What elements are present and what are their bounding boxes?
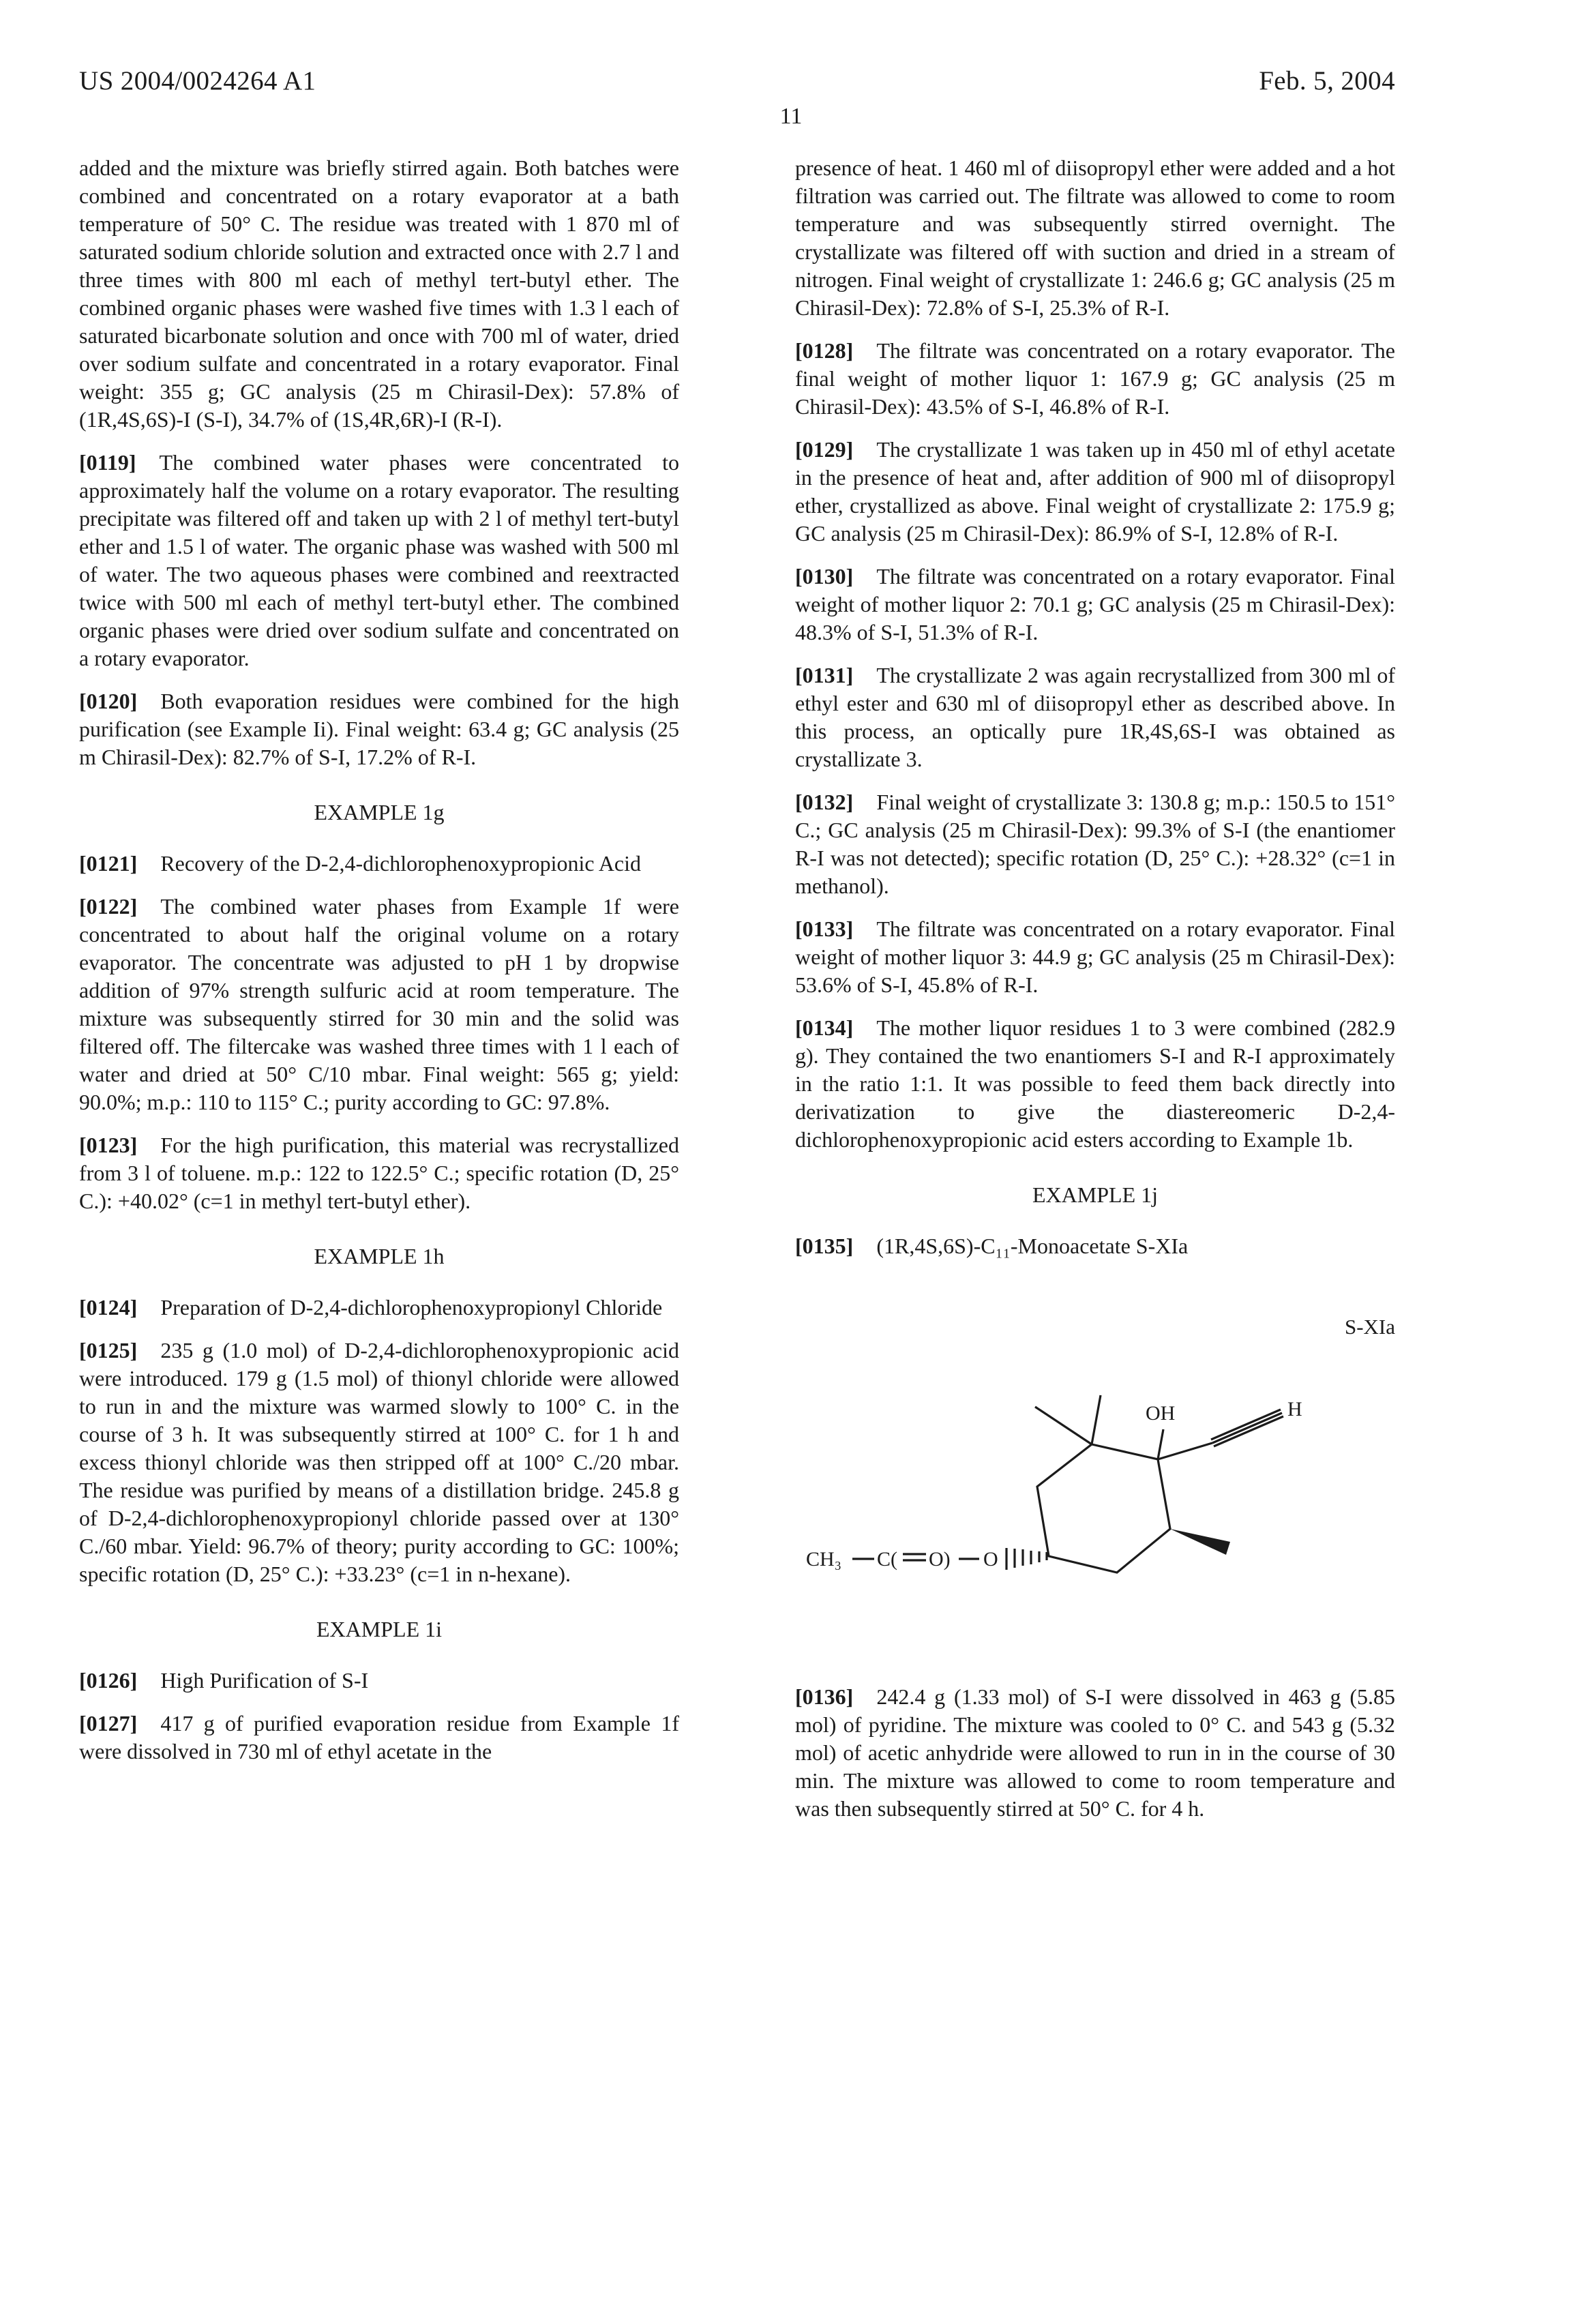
paragraph-text: The combined water phases were concentrated to approximately half the volume on a rotary evaporator. The resulting precipitate was filtered off and taken up with 2 l of methyl tert-butyl ether and 1.5 l of water. The organic phase was washed with 500 ml of water. The two aqueous phases were combined and reextracted twice with 500 ml each of methyl tert-butyl ether. The combined organic phases were dried over sodium sulfate and concentrated on a rotary evaporator.: [79, 450, 679, 670]
content-columns: [79, 154, 1395, 1838]
alkyne-hydrogen-label: H: [1287, 1398, 1302, 1420]
ester-oxygen-label: O: [983, 1548, 998, 1570]
publication-date: Feb. 5, 2004: [1259, 66, 1395, 95]
paragraph-0122: [79, 893, 679, 1116]
paragraph-text: presence of heat. 1 460 ml of diisopropyl ether were added and a hot filtration was carried out. The filtrate was allowed to come to room temperature and was subsequently stirred overnight. The crystallizate was filtered off with suction and dried in a stream of nitrogen. Final weight of crystallizate 1: 246.6 g; GC analysis (25 m Chirasil-Dex): 72.8% of S-I, 25.3% of R-I.: [795, 155, 1395, 320]
paragraph-text: Both evaporation residues were combined for the high purification (see Example Ii). Final weight: 63.4 g; GC analysis (25 m Chirasil-Dex): 82.7% of S-I, 17.2% of R-I.: [79, 689, 679, 769]
paragraph-tag: [0122]: [79, 894, 138, 919]
example-heading-1g: EXAMPLE 1g: [314, 800, 445, 824]
hashed-wedge-bond: [1006, 1548, 1047, 1570]
right-column: [795, 154, 1395, 1838]
compound-label: S-XIa: [1344, 1315, 1395, 1339]
paragraph-text: added and the mixture was briefly stirred again. Both batches were combined and concentrated on a rotary evaporator at a bath temperature of 50° C. The residue was treated with 1 870 ml of saturated sodium chloride solution and extracted once with 2.7 l and three times with 800 ml each of methyl tert-butyl ether. The combined organic phases were washed five times with 1.3 l each of saturated bicarbonate solution and once with 700 ml of water, dried over sodium sulfate and concentrated in a rotary evaporator. Final weight: 355 g; GC analysis (25 m Chirasil-Dex): 57.8% of (1R,4S,6S)-I (S-I), 34.7% of (1S,4R,6R)-I (R-I).: [79, 155, 679, 432]
example-heading-1j: EXAMPLE 1j: [1032, 1182, 1158, 1207]
left-column: [79, 154, 679, 1838]
paragraph-tag: [0136]: [795, 1684, 854, 1709]
paragraph-text: The combined water phases from Example 1f were concentrated to about half the original volume on a rotary evaporator. The concentrate was adjusted to pH 1 by dropwise addition of 97% strength sulfuric acid at room temperature. The mixture was subsequently stirred for 30 min and the solid was filtered off. The filtercake was washed three times with 1 l each of water and dried at 50° C/10 mbar. Final weight: 565 g; yield: 90.0%; m.p.: 110 to 115° C.; purity according to GC: 97.8%.: [79, 894, 679, 1114]
paragraph-0119: [79, 449, 679, 672]
paragraph-text: The filtrate was concentrated on a rotary evaporator. Final weight of mother liquor 3: 44.9 g; GC analysis (25 m Chirasil-Dex): 53.6% of S-I, 45.8% of R-I.: [795, 917, 1395, 997]
paragraph-0129: [795, 436, 1395, 548]
paragraph-0124: [79, 1294, 679, 1322]
paragraph-continued: [795, 154, 1395, 322]
paragraph-tag: [0134]: [795, 1015, 854, 1040]
paragraph-tag: [0120]: [79, 689, 138, 713]
chemical-structure-drawing: [795, 1376, 1354, 1608]
paragraph-0120: [79, 687, 679, 771]
paragraph-tag: [0119]: [79, 450, 136, 475]
paragraph-0123: [79, 1131, 679, 1215]
carbonyl-carbon-label: C(: [877, 1548, 897, 1570]
cyclohexane-ring: [1037, 1444, 1170, 1573]
example-heading-1h: EXAMPLE 1h: [314, 1244, 445, 1268]
paragraph-tag: [0132]: [795, 790, 854, 814]
paragraph-0127: [79, 1710, 679, 1766]
paragraph-text: For the high purification, this material was recrystallized from 3 l of toluene. m.p.: 122 to 122.5° C.; specific rotation (D, 25° C.): +40.02° (c=1 in methyl tert-butyl ether).: [79, 1133, 679, 1213]
paragraph-text: (1R,4S,6S)-C₁₁-Monoacetate S-XIa: [876, 1234, 1189, 1258]
paragraph-text: 242.4 g (1.33 mol) of S-I were dissolved in 463 g (5.85 mol) of pyridine. The mixture was cooled to 0° C. and 543 g (5.32 mol) of acetic anhydride were allowed to run in in the course of 30 min. The mixture was allowed to come to room temperature and was then subsequently stirred at 50° C. for 4 h.: [795, 1684, 1395, 1821]
methyl-wedge-bond: [1170, 1529, 1230, 1555]
paragraph-0136: [795, 1683, 1395, 1823]
paragraph-tag: [0133]: [795, 917, 854, 941]
paragraph-tag: [0129]: [795, 437, 854, 462]
paragraph-tag: [0124]: [79, 1295, 138, 1320]
example-heading-1i: EXAMPLE 1i: [316, 1617, 442, 1641]
paragraph-0125: [79, 1337, 679, 1588]
paragraph-text: High Purification of S-I: [160, 1668, 369, 1693]
paragraph-tag: [0123]: [79, 1133, 138, 1157]
paragraph-text: The mother liquor residues 1 to 3 were combined (282.9 g). They contained the two enantiomers S-I and R-I approximately in the ratio 1:1. It was possible to feed them back directly into derivatization to give the diastereomeric D-2,4-dichlorophenoxypropionic acid esters according to Example 1b.: [795, 1015, 1395, 1152]
paragraph-text: Recovery of the D-2,4-dichlorophenoxypropionic Acid: [160, 851, 642, 876]
paragraph-0134: [795, 1014, 1395, 1154]
paragraph-tag: [0126]: [79, 1668, 138, 1693]
paragraph-tag: [0121]: [79, 851, 138, 876]
paragraph-tag: [0128]: [795, 338, 854, 363]
paragraph-tag: [0127]: [79, 1711, 138, 1735]
paragraph-text: Preparation of D-2,4-dichlorophenoxypropionyl Chloride: [160, 1295, 663, 1320]
paragraph-0133: [795, 915, 1395, 999]
paragraph-continued: [79, 154, 679, 434]
paragraph-tag: [0131]: [795, 663, 854, 687]
paragraph-0131: [795, 661, 1395, 773]
paragraph-text: 417 g of purified evaporation residue from Example 1f were dissolved in 730 ml of ethyl acetate in the: [79, 1711, 679, 1763]
paragraph-0130: [795, 563, 1395, 646]
page-number: 11: [779, 104, 803, 129]
paragraph-0121: [79, 850, 679, 878]
paragraph-text: The crystallizate 2 was again recrystallized from 300 ml of ethyl ester and 630 ml of diisopropyl ether as described above. In this process, an optically pure 1R,4S,6S-I was obtained as crystallizate 3.: [795, 663, 1395, 771]
paragraph-text: 235 g (1.0 mol) of D-2,4-dichlorophenoxypropionic acid were introduced. 179 g (1.5 mol) of thionyl chloride were allowed to run in and the mixture was warmed slowly to 100° C. in the course of 3 h. It was subsequently stirred at 100° C. for 1 h and excess thionyl chloride was then stripped off at 100° C./20 mbar. The residue was purified by means of a distillation bridge. 245.8 g of D-2,4-dichlorophenoxypropionyl chloride passed over at 130° C./60 mbar. Yield: 96.7% of theory; purity according to GC: 100%; specific rotation (D, 25° C.): +33.23° (c=1 in n-hexane).: [79, 1338, 679, 1586]
paragraph-0126: [79, 1667, 679, 1695]
paragraph-tag: [0135]: [795, 1234, 854, 1258]
hydroxyl-label: OH: [1146, 1402, 1176, 1425]
publication-number: US 2004/0024264 A1: [79, 66, 316, 95]
paragraph-0135: [795, 1232, 1395, 1260]
paragraph-0128: [795, 337, 1395, 421]
carbonyl-oxygen-label: O): [929, 1548, 951, 1570]
paragraph-text: The filtrate was concentrated on a rotary evaporator. Final weight of mother liquor 2: 70.1 g; GC analysis (25 m Chirasil-Dex): 48.3% of S-I, 51.3% of R-I.: [795, 564, 1395, 644]
paragraph-text: The filtrate was concentrated on a rotary evaporator. The final weight of mother liquor 1: 167.9 g; GC analysis (25 m Chirasil-Dex): 43.5% of S-I, 46.8% of R-I.: [795, 338, 1395, 419]
paragraph-text: The crystallizate 1 was taken up in 450 ml of ethyl acetate in the presence of heat and, after addition of 900 ml of diisopropyl ether, crystallized as above. Final weight of crystallizate 2: 175.9 g; GC analysis (25 m Chirasil-Dex): 86.9% of S-I, 12.8% of R-I.: [795, 437, 1395, 546]
paragraph-tag: [0125]: [79, 1338, 138, 1362]
paragraph-text: Final weight of crystallizate 3: 130.8 g; m.p.: 150.5 to 151° C.; GC analysis (25 m Chirasil-Dex): 99.3% of S-I (the enantiomer R-I was not detected); specific rotation (D, 25° C.): +28.32° (c=1 in methanol).: [795, 790, 1395, 898]
acetate-methyl-label: CH₃: [806, 1548, 842, 1570]
chemical-structure-figure: [795, 1315, 1395, 1642]
page-header: [79, 65, 1395, 96]
paragraph-tag: [0130]: [795, 564, 854, 589]
paragraph-0132: [795, 788, 1395, 900]
